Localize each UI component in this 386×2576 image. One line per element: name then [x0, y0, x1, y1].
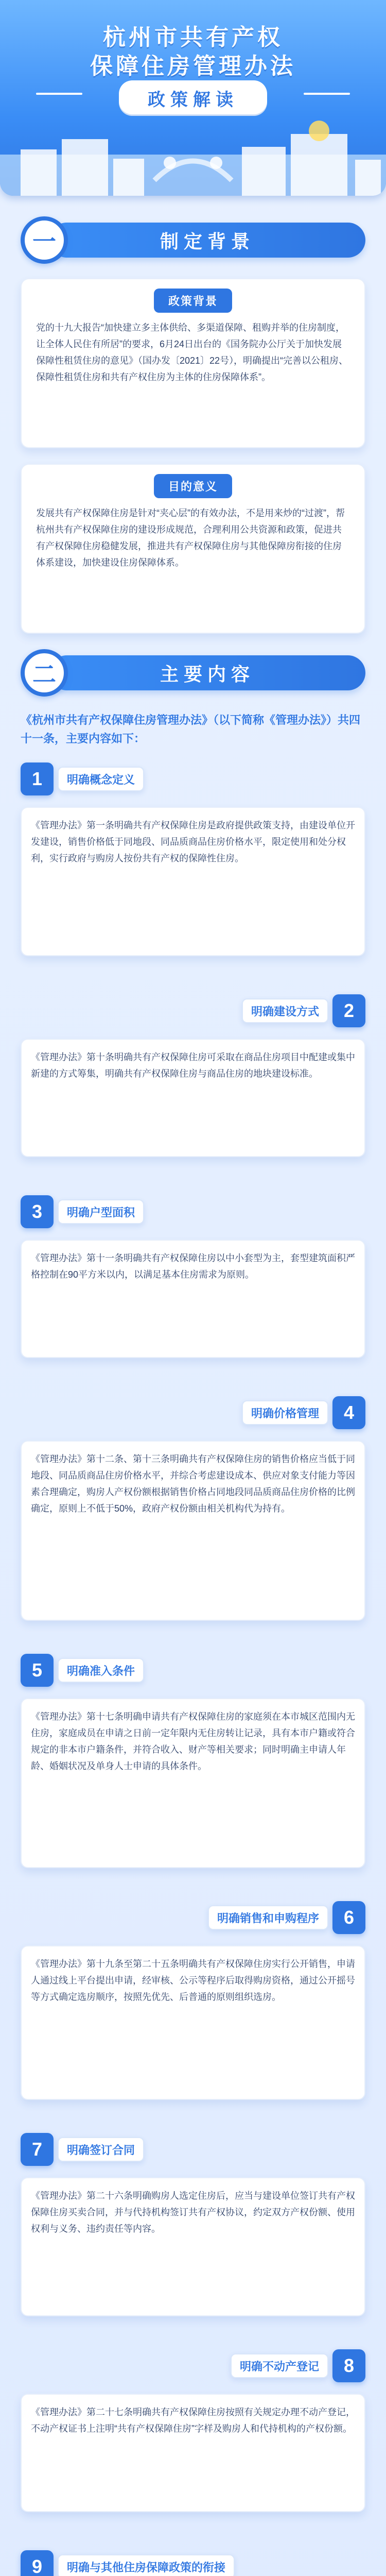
item-8-label: 明确不动产登记 [231, 2353, 328, 2378]
item-4-label: 明确价格管理 [242, 1400, 328, 1425]
item-9-number: 9 [21, 2550, 54, 2576]
item-3 [21, 1195, 365, 1381]
section-head-1 [21, 216, 365, 264]
item-8 [21, 2349, 365, 2535]
section-head-2 [21, 649, 365, 697]
item-5-text: 《管理办法》第十七条明确申请共有产权保障住房的家庭须在本市城区范围内无住房，家庭成员在申请之日前一定年限内无住房转让记录，具有本市户籍或符合规定的非本市户籍条件，并符合收入、财产等相关要求；同时明确主申请人年龄、婚姻状况及单身人士申请的具体条件。 [21, 1698, 365, 1868]
item-7-text: 《管理办法》第二十六条明确购房人选定住房后，应当与建设单位签订共有产权保障住房买卖合同，并与代持机构签订共有产权协议，约定双方产权份额、使用权利与义务、违约责任等内容。 [21, 2177, 365, 2316]
card-purpose-text: 发展共有产权保障住房是针对“夹心层”的有效办法，不是用来炒的“过渡”，帮杭州共有产权保障住房的建设形成规范，合理利用公共资源和政策，促进共有产权保障住房稳健发展，推进共有产权保障住房与其他保障房衔接的住房体系建设，加快建设住房保障体系。 [36, 508, 345, 568]
section-2-intro: 《杭州市共有产权保障住房管理办法》（以下简称《管理办法》）共四十一条，主要内容如下： [21, 714, 361, 745]
item-6 [21, 1901, 365, 2117]
item-9-label: 明确与其他住房保障政策的衔接 [58, 2554, 235, 2576]
item-2-label: 明确建设方式 [242, 998, 328, 1023]
card-purpose [21, 464, 365, 634]
item-6-number: 6 [332, 1901, 365, 1934]
page-subtitle: 政策解读 [119, 80, 267, 116]
item-5-number: 5 [21, 1654, 54, 1687]
item-1-label: 明确概念定义 [58, 767, 144, 791]
item-3-text: 《管理办法》第十一条明确共有产权保障住房以中小套型为主，套型建筑面积严格控制在90平方米以内，以满足基本住房需求为原则。 [21, 1240, 365, 1358]
section-1-badge: 一 [21, 216, 68, 264]
card-policy-background [21, 278, 365, 448]
section-1-title: 制定背景 [49, 223, 365, 258]
section-2-badge: 二 [21, 649, 68, 697]
item-7-label: 明确签订合同 [58, 2137, 144, 2162]
subtitle-dash-left [36, 93, 82, 95]
item-3-label: 明确户型面积 [58, 1199, 144, 1224]
item-8-number: 8 [332, 2349, 365, 2382]
item-7-number: 7 [21, 2133, 54, 2166]
item-1-number: 1 [21, 762, 54, 795]
item-7 [21, 2133, 365, 2334]
hero-header [0, 0, 386, 196]
item-1 [21, 762, 365, 979]
item-4 [21, 1396, 365, 1638]
item-6-text: 《管理办法》第十九条至第二十五条明确共有产权保障住房实行公开销售，申请人通过线上平台提出申请，经审核、公示等程序后取得购房资格，通过公开摇号等方式确定选房顺序，按照先优先、后普通的原则组织选房。 [21, 1945, 365, 2100]
city-illustration-icon [0, 118, 386, 196]
card-purpose-title: 目的意义 [154, 474, 232, 498]
item-2-number: 2 [332, 994, 365, 1027]
item-9 [21, 2550, 365, 2576]
section-2-title: 主要内容 [49, 655, 365, 690]
card-policy-background-text: 党的十九大报告“加快建立多主体供给、多渠道保障、租购并举的住房制度，让全体人民住有所居”的要求，6月24日出台的《国务院办公厅关于加快发展保障性租赁住房的意见》（国办发〔2021〕22号），明确提出“完善以公租房、保障性租赁住房和共有产权住房为主体的住房保障体系”。 [36, 323, 348, 382]
item-2 [21, 994, 365, 1180]
card-policy-background-title: 政策背景 [154, 289, 232, 313]
item-3-number: 3 [21, 1195, 54, 1228]
item-5 [21, 1654, 365, 1886]
subtitle-dash-right [304, 93, 350, 95]
item-8-text: 《管理办法》第二十七条明确共有产权保障住房按照有关规定办理不动产登记，不动产权证书上注明“共有产权保障住房”字样及购房人和代持机构的产权份额。 [21, 2394, 365, 2512]
item-2-text: 《管理办法》第十条明确共有产权保障住房可采取在商品住房项目中配建或集中新建的方式筹集，明确共有产权保障住房与商品住房的地块建设标准。 [21, 1039, 365, 1157]
page-title-line2: 保障住房管理办法 [90, 54, 296, 79]
page-title-line1: 杭州市共有产权 [103, 25, 283, 50]
item-6-label: 明确销售和申购程序 [208, 1905, 328, 1930]
item-5-label: 明确准入条件 [58, 1658, 144, 1683]
item-4-text: 《管理办法》第十二条、第十三条明确共有产权保障住房的销售价格应当低于同地段、同品质商品住房价格水平，并综合考虑建设成本、供应对象支付能力等因素合理确定，购房人产权份额根据销售价格占同地段同品质商品住房价格的比例确定，原则上不低于50%，政府产权份额由相关机构代为持有。 [21, 1440, 365, 1621]
item-4-number: 4 [332, 1396, 365, 1429]
item-1-text: 《管理办法》第一条明确共有产权保障住房是政府提供政策支持，由建设单位开发建设，销售价格低于同地段、同品质商品住房价格水平，限定使用和处分权利，实行政府与购房人按份共有产权的保障性住房。 [21, 807, 365, 956]
